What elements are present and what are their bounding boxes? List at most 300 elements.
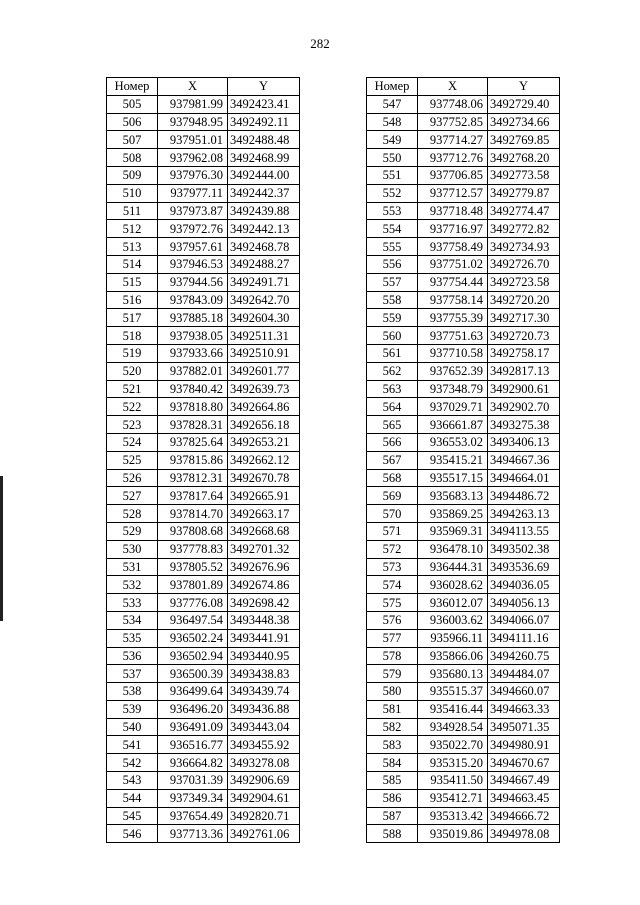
table-row	[367, 433, 560, 451]
cell-x: 935869.25	[418, 505, 488, 523]
cell-y: 3492729.40	[488, 95, 560, 113]
cell-y: 3494980.91	[488, 736, 560, 754]
cell-x: 936499.64	[158, 683, 228, 701]
cell-x: 936502.24	[158, 629, 228, 647]
table-row	[107, 789, 300, 807]
cell-number: 524	[107, 433, 158, 451]
cell-number: 522	[107, 398, 158, 416]
cell-x: 937818.80	[158, 398, 228, 416]
cell-y: 3494066.07	[488, 611, 560, 629]
cell-x: 936661.87	[418, 416, 488, 434]
cell-y: 3492439.88	[228, 202, 300, 220]
cell-number: 537	[107, 665, 158, 683]
cell-x: 937031.39	[158, 772, 228, 790]
cell-number: 542	[107, 754, 158, 772]
cell-x: 935683.13	[418, 487, 488, 505]
cell-y: 3492761.06	[228, 825, 300, 843]
cell-number: 582	[367, 718, 418, 736]
cell-y: 3492442.13	[228, 220, 300, 238]
cell-x: 937349.34	[158, 789, 228, 807]
cell-number: 561	[367, 344, 418, 362]
cell-number: 507	[107, 131, 158, 149]
table-row	[107, 416, 300, 434]
cell-y: 3494111.16	[488, 629, 560, 647]
cell-number: 508	[107, 149, 158, 167]
cell-number: 536	[107, 647, 158, 665]
cell-number: 510	[107, 184, 158, 202]
cell-x: 935416.44	[418, 700, 488, 718]
cell-x: 935022.70	[418, 736, 488, 754]
table-row	[107, 238, 300, 256]
cell-x: 935966.11	[418, 629, 488, 647]
cell-number: 517	[107, 309, 158, 327]
table-row	[107, 522, 300, 540]
cell-number: 580	[367, 683, 418, 701]
cell-x: 937828.31	[158, 416, 228, 434]
cell-number: 562	[367, 362, 418, 380]
cell-number: 579	[367, 665, 418, 683]
table-row	[367, 309, 560, 327]
cell-x: 937840.42	[158, 380, 228, 398]
header-y: Y	[228, 78, 300, 96]
cell-x: 937755.39	[418, 309, 488, 327]
cell-y: 3493275.38	[488, 416, 560, 434]
cell-x: 937778.83	[158, 540, 228, 558]
cell-number: 576	[367, 611, 418, 629]
scan-margin-mark	[0, 476, 3, 621]
table-row	[367, 166, 560, 184]
cell-x: 937718.48	[418, 202, 488, 220]
cell-number: 523	[107, 416, 158, 434]
cell-x: 937029.71	[418, 398, 488, 416]
table-row	[107, 772, 300, 790]
cell-y: 3494663.33	[488, 700, 560, 718]
cell-y: 3492674.86	[228, 576, 300, 594]
table-row	[107, 576, 300, 594]
table-row	[367, 789, 560, 807]
table-row	[107, 736, 300, 754]
cell-y: 3492653.21	[228, 433, 300, 451]
header-x: X	[158, 78, 228, 96]
cell-number: 566	[367, 433, 418, 451]
cell-number: 575	[367, 594, 418, 612]
cell-x: 937706.85	[418, 166, 488, 184]
cell-x: 937815.86	[158, 451, 228, 469]
cell-y: 3492717.30	[488, 309, 560, 327]
cell-y: 3492423.41	[228, 95, 300, 113]
cell-number: 555	[367, 238, 418, 256]
cell-x: 937843.09	[158, 291, 228, 309]
cell-x: 935019.86	[418, 825, 488, 843]
table-row	[367, 576, 560, 594]
table-row	[367, 825, 560, 843]
cell-x: 934928.54	[418, 718, 488, 736]
cell-number: 571	[367, 522, 418, 540]
cell-x: 937754.44	[418, 273, 488, 291]
cell-y: 3494113.55	[488, 522, 560, 540]
table-row	[107, 700, 300, 718]
table-row	[107, 665, 300, 683]
table-row	[367, 184, 560, 202]
table-row	[107, 380, 300, 398]
table-row	[367, 505, 560, 523]
table-row	[107, 451, 300, 469]
table-row	[107, 131, 300, 149]
cell-number: 539	[107, 700, 158, 718]
cell-y: 3493441.91	[228, 629, 300, 647]
cell-y: 3493455.92	[228, 736, 300, 754]
cell-x: 936516.77	[158, 736, 228, 754]
cell-y: 3492720.73	[488, 327, 560, 345]
cell-y: 3495071.35	[488, 718, 560, 736]
table-row	[367, 807, 560, 825]
table-row	[107, 807, 300, 825]
coordinates-table-right	[366, 77, 560, 843]
table-row	[367, 131, 560, 149]
cell-y: 3492720.20	[488, 291, 560, 309]
cell-y: 3492904.61	[228, 789, 300, 807]
cell-number: 572	[367, 540, 418, 558]
table-row	[367, 736, 560, 754]
cell-y: 3492639.73	[228, 380, 300, 398]
cell-number: 588	[367, 825, 418, 843]
table-row	[107, 683, 300, 701]
cell-x: 936478.10	[418, 540, 488, 558]
cell-number: 581	[367, 700, 418, 718]
table-row	[367, 487, 560, 505]
table-row	[107, 220, 300, 238]
table-row	[367, 540, 560, 558]
table-row	[367, 469, 560, 487]
cell-number: 564	[367, 398, 418, 416]
cell-x: 937972.76	[158, 220, 228, 238]
cell-x: 937776.08	[158, 594, 228, 612]
cell-y: 3492442.37	[228, 184, 300, 202]
cell-x: 937758.14	[418, 291, 488, 309]
cell-x: 937808.68	[158, 522, 228, 540]
table-row	[107, 487, 300, 505]
cell-x: 936500.39	[158, 665, 228, 683]
cell-x: 937710.58	[418, 344, 488, 362]
cell-x: 936003.62	[418, 611, 488, 629]
cell-y: 3492662.12	[228, 451, 300, 469]
table-row	[107, 309, 300, 327]
table-row	[367, 647, 560, 665]
table-row	[107, 754, 300, 772]
cell-number: 552	[367, 184, 418, 202]
table-row	[107, 629, 300, 647]
table-row	[107, 611, 300, 629]
cell-y: 3492768.20	[488, 149, 560, 167]
cell-x: 937652.39	[418, 362, 488, 380]
table-row	[367, 273, 560, 291]
cell-number: 535	[107, 629, 158, 647]
cell-x: 937977.11	[158, 184, 228, 202]
cell-x: 936664.82	[158, 754, 228, 772]
table-row	[107, 255, 300, 273]
table-row	[367, 344, 560, 362]
cell-y: 3492726.70	[488, 255, 560, 273]
cell-y: 3492468.99	[228, 149, 300, 167]
cell-number: 573	[367, 558, 418, 576]
cell-number: 518	[107, 327, 158, 345]
cell-y: 3492488.48	[228, 131, 300, 149]
cell-x: 937976.30	[158, 166, 228, 184]
cell-number: 528	[107, 505, 158, 523]
cell-number: 546	[107, 825, 158, 843]
cell-y: 3493440.95	[228, 647, 300, 665]
cell-number: 554	[367, 220, 418, 238]
cell-x: 937882.01	[158, 362, 228, 380]
header-number: Номер	[107, 78, 158, 96]
table-row	[107, 647, 300, 665]
cell-x: 936502.94	[158, 647, 228, 665]
cell-y: 3492723.58	[488, 273, 560, 291]
cell-y: 3492772.82	[488, 220, 560, 238]
table-row	[367, 398, 560, 416]
cell-y: 3492773.58	[488, 166, 560, 184]
table-row	[367, 718, 560, 736]
cell-y: 3492900.61	[488, 380, 560, 398]
cell-x: 937748.06	[418, 95, 488, 113]
cell-x: 936028.62	[418, 576, 488, 594]
cell-x: 936012.07	[418, 594, 488, 612]
cell-y: 3492734.93	[488, 238, 560, 256]
cell-x: 937981.99	[158, 95, 228, 113]
table-row	[367, 558, 560, 576]
cell-y: 3492488.27	[228, 255, 300, 273]
cell-number: 511	[107, 202, 158, 220]
cell-x: 937654.49	[158, 807, 228, 825]
cell-x: 935866.06	[418, 647, 488, 665]
table-row	[367, 149, 560, 167]
cell-y: 3493502.38	[488, 540, 560, 558]
cell-x: 937938.05	[158, 327, 228, 345]
table-row	[367, 451, 560, 469]
header-number: Номер	[367, 78, 418, 96]
cell-y: 3492902.70	[488, 398, 560, 416]
cell-y: 3492511.31	[228, 327, 300, 345]
cell-x: 937714.27	[418, 131, 488, 149]
cell-x: 937751.02	[418, 255, 488, 273]
cell-number: 519	[107, 344, 158, 362]
cell-number: 515	[107, 273, 158, 291]
cell-number: 569	[367, 487, 418, 505]
cell-number: 505	[107, 95, 158, 113]
cell-number: 583	[367, 736, 418, 754]
cell-x: 936553.02	[418, 433, 488, 451]
cell-y: 3492642.70	[228, 291, 300, 309]
cell-number: 526	[107, 469, 158, 487]
cell-x: 937944.56	[158, 273, 228, 291]
table-row	[367, 327, 560, 345]
table-row	[367, 255, 560, 273]
table-row	[367, 113, 560, 131]
cell-x: 937801.89	[158, 576, 228, 594]
cell-x: 937752.85	[418, 113, 488, 131]
cell-y: 3492663.17	[228, 505, 300, 523]
cell-number: 548	[367, 113, 418, 131]
cell-y: 3493439.74	[228, 683, 300, 701]
cell-x: 937348.79	[418, 380, 488, 398]
cell-number: 543	[107, 772, 158, 790]
cell-y: 3494663.45	[488, 789, 560, 807]
table-row	[107, 95, 300, 113]
table-row	[367, 238, 560, 256]
cell-y: 3493438.83	[228, 665, 300, 683]
cell-number: 531	[107, 558, 158, 576]
table-row	[367, 629, 560, 647]
cell-number: 547	[367, 95, 418, 113]
cell-y: 3494667.36	[488, 451, 560, 469]
cell-number: 574	[367, 576, 418, 594]
table-row	[367, 665, 560, 683]
table-row	[367, 291, 560, 309]
cell-x: 937957.61	[158, 238, 228, 256]
cell-number: 563	[367, 380, 418, 398]
cell-y: 3494670.67	[488, 754, 560, 772]
table-header-row	[107, 78, 300, 96]
cell-number: 587	[367, 807, 418, 825]
cell-y: 3492774.47	[488, 202, 560, 220]
cell-number: 527	[107, 487, 158, 505]
cell-y: 3494666.72	[488, 807, 560, 825]
cell-number: 565	[367, 416, 418, 434]
cell-y: 3492676.96	[228, 558, 300, 576]
table-row	[107, 362, 300, 380]
cell-y: 3492656.18	[228, 416, 300, 434]
table-row	[367, 522, 560, 540]
table-header-row	[367, 78, 560, 96]
cell-y: 3494660.07	[488, 683, 560, 701]
cell-x: 936444.31	[418, 558, 488, 576]
cell-number: 530	[107, 540, 158, 558]
table-row	[367, 380, 560, 398]
table-row	[107, 433, 300, 451]
cell-number: 586	[367, 789, 418, 807]
cell-number: 529	[107, 522, 158, 540]
table-row	[367, 594, 560, 612]
table-row	[107, 505, 300, 523]
table-row	[107, 327, 300, 345]
table-row	[107, 202, 300, 220]
cell-x: 937713.36	[158, 825, 228, 843]
cell-x: 937805.52	[158, 558, 228, 576]
cell-y: 3493278.08	[228, 754, 300, 772]
cell-x: 937751.63	[418, 327, 488, 345]
cell-y: 3493536.69	[488, 558, 560, 576]
cell-x: 937951.01	[158, 131, 228, 149]
cell-x: 937825.64	[158, 433, 228, 451]
cell-x: 937712.76	[418, 149, 488, 167]
cell-x: 937885.18	[158, 309, 228, 327]
header-y: Y	[488, 78, 560, 96]
table-row	[367, 611, 560, 629]
cell-number: 533	[107, 594, 158, 612]
cell-number: 545	[107, 807, 158, 825]
cell-y: 3492492.11	[228, 113, 300, 131]
cell-y: 3492734.66	[488, 113, 560, 131]
cell-y: 3492491.71	[228, 273, 300, 291]
cell-y: 3492758.17	[488, 344, 560, 362]
cell-y: 3493443.04	[228, 718, 300, 736]
cell-number: 578	[367, 647, 418, 665]
cell-y: 3493436.88	[228, 700, 300, 718]
cell-x: 935515.37	[418, 683, 488, 701]
cell-y: 3493406.13	[488, 433, 560, 451]
cell-y: 3492664.86	[228, 398, 300, 416]
cell-x: 935517.15	[418, 469, 488, 487]
cell-y: 3494263.13	[488, 505, 560, 523]
cell-number: 520	[107, 362, 158, 380]
cell-y: 3494664.01	[488, 469, 560, 487]
cell-x: 937716.97	[418, 220, 488, 238]
table-row	[107, 166, 300, 184]
cell-x: 937814.70	[158, 505, 228, 523]
cell-y: 3494036.05	[488, 576, 560, 594]
table-row	[367, 220, 560, 238]
cell-number: 559	[367, 309, 418, 327]
cell-y: 3492817.13	[488, 362, 560, 380]
cell-x: 937933.66	[158, 344, 228, 362]
cell-y: 3492779.87	[488, 184, 560, 202]
table-row	[107, 718, 300, 736]
cell-x: 937946.53	[158, 255, 228, 273]
cell-x: 935680.13	[418, 665, 488, 683]
cell-number: 506	[107, 113, 158, 131]
cell-number: 568	[367, 469, 418, 487]
table-row	[107, 825, 300, 843]
cell-number: 550	[367, 149, 418, 167]
table-row	[107, 273, 300, 291]
cell-number: 558	[367, 291, 418, 309]
table-row	[367, 416, 560, 434]
table-row	[107, 558, 300, 576]
cell-x: 937812.31	[158, 469, 228, 487]
cell-y: 3494978.08	[488, 825, 560, 843]
cell-x: 937817.64	[158, 487, 228, 505]
cell-y: 3492444.00	[228, 166, 300, 184]
cell-x: 936491.09	[158, 718, 228, 736]
cell-x: 935415.21	[418, 451, 488, 469]
cell-x: 935313.42	[418, 807, 488, 825]
cell-x: 935315.20	[418, 754, 488, 772]
cell-number: 556	[367, 255, 418, 273]
cell-y: 3492604.30	[228, 309, 300, 327]
cell-y: 3494056.13	[488, 594, 560, 612]
cell-y: 3492665.91	[228, 487, 300, 505]
table-row	[107, 344, 300, 362]
cell-x: 935969.31	[418, 522, 488, 540]
cell-number: 567	[367, 451, 418, 469]
table-row	[107, 469, 300, 487]
cell-y: 3492820.71	[228, 807, 300, 825]
cell-number: 540	[107, 718, 158, 736]
cell-y: 3492670.78	[228, 469, 300, 487]
table-row	[107, 291, 300, 309]
table-row	[367, 772, 560, 790]
cell-number: 553	[367, 202, 418, 220]
cell-x: 937758.49	[418, 238, 488, 256]
cell-y: 3494484.07	[488, 665, 560, 683]
cell-x: 937948.95	[158, 113, 228, 131]
table-row	[367, 683, 560, 701]
cell-number: 544	[107, 789, 158, 807]
cell-number: 560	[367, 327, 418, 345]
cell-y: 3492601.77	[228, 362, 300, 380]
cell-number: 509	[107, 166, 158, 184]
cell-number: 541	[107, 736, 158, 754]
